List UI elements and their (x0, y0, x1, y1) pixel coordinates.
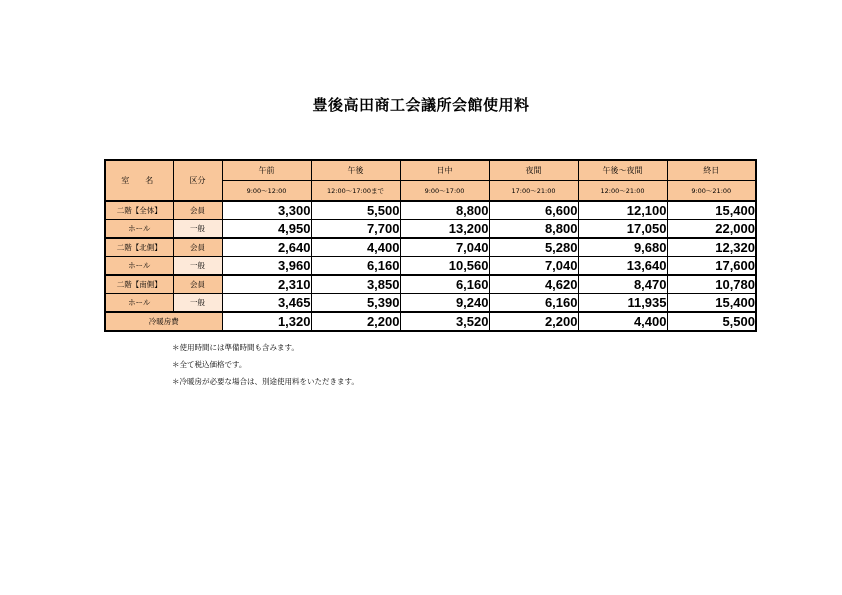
header-period-time: 17:00～21:00 (489, 181, 578, 202)
fee-value: 10,780 (667, 275, 756, 294)
fee-value: 7,040 (489, 257, 578, 276)
fee-value: 8,800 (400, 201, 489, 220)
note-item: ＊全て税込価格です。 (172, 360, 247, 369)
header-period-label: 午前 (222, 160, 311, 181)
table-row (105, 220, 756, 239)
table-row (105, 257, 756, 276)
notes (172, 339, 359, 390)
table-row (105, 201, 756, 220)
header-period-time: 12:00～17:00まで (311, 181, 400, 202)
fee-value: 7,040 (400, 238, 489, 257)
header-period-label: 夜間 (489, 160, 578, 181)
fee-value: 13,200 (400, 220, 489, 239)
fee-value: 2,310 (222, 275, 311, 294)
header-period-time: 9:00～17:00 (400, 181, 489, 202)
fee-value: 6,160 (400, 275, 489, 294)
aircon-fee: 1,320 (222, 312, 311, 331)
aircon-row (105, 312, 756, 331)
category-member: 会員 (173, 275, 222, 294)
fee-value: 3,300 (222, 201, 311, 220)
header-period-time: 9:00～12:00 (222, 181, 311, 202)
category-general: 一般 (173, 294, 222, 313)
fee-value: 8,800 (489, 220, 578, 239)
header-period-time: 9:00～21:00 (667, 181, 756, 202)
header-period-time: 12:00～21:00 (578, 181, 667, 202)
fee-value: 13,640 (578, 257, 667, 276)
fee-value: 22,000 (667, 220, 756, 239)
table-row (105, 238, 756, 257)
table-row (105, 275, 756, 294)
fee-value: 9,240 (400, 294, 489, 313)
fee-value: 10,560 (400, 257, 489, 276)
aircon-label: 冷暖房費 (105, 312, 222, 331)
aircon-fee: 2,200 (489, 312, 578, 331)
fee-value: 5,500 (311, 201, 400, 220)
fee-value: 5,280 (489, 238, 578, 257)
fee-value: 12,100 (578, 201, 667, 220)
header-room: 室 名 (105, 160, 173, 201)
note-item: ＊冷暖房が必要な場合は、別途使用料をいただきます。 (172, 377, 359, 386)
room-name: 二階【南側】 (105, 275, 173, 294)
fee-value: 11,935 (578, 294, 667, 313)
fee-value: 15,400 (667, 201, 756, 220)
aircon-fee: 2,200 (311, 312, 400, 331)
fee-table (104, 159, 757, 332)
room-name: ホール (105, 294, 173, 313)
header-period-label: 午後～夜間 (578, 160, 667, 181)
category-general: 一般 (173, 257, 222, 276)
note-item: ＊使用時間には準備時間も含みます。 (172, 343, 299, 352)
fee-value: 2,640 (222, 238, 311, 257)
fee-value: 3,850 (311, 275, 400, 294)
fee-value: 17,050 (578, 220, 667, 239)
fee-value: 6,600 (489, 201, 578, 220)
fee-value: 12,320 (667, 238, 756, 257)
fee-value: 4,950 (222, 220, 311, 239)
aircon-fee: 4,400 (578, 312, 667, 331)
page-title: 豊後高田商工会議所会館使用料 (312, 96, 530, 114)
category-member: 会員 (173, 201, 222, 220)
header-category: 区分 (173, 160, 222, 201)
room-name: 二階【全体】 (105, 201, 173, 220)
fee-value: 15,400 (667, 294, 756, 313)
aircon-fee: 5,500 (667, 312, 756, 331)
room-name: ホール (105, 220, 173, 239)
table-row (105, 294, 756, 313)
header-period-label: 終日 (667, 160, 756, 181)
category-member: 会員 (173, 238, 222, 257)
category-general: 一般 (173, 220, 222, 239)
fee-value: 4,400 (311, 238, 400, 257)
fee-value: 8,470 (578, 275, 667, 294)
fee-value: 9,680 (578, 238, 667, 257)
room-name: ホール (105, 257, 173, 276)
room-name: 二階【北側】 (105, 238, 173, 257)
header-period-label: 日中 (400, 160, 489, 181)
fee-value: 4,620 (489, 275, 578, 294)
fee-value: 6,160 (311, 257, 400, 276)
aircon-fee: 3,520 (400, 312, 489, 331)
fee-value: 3,465 (222, 294, 311, 313)
fee-value: 17,600 (667, 257, 756, 276)
fee-value: 6,160 (489, 294, 578, 313)
header-row-labels (105, 160, 756, 181)
fee-value: 3,960 (222, 257, 311, 276)
header-period-label: 午後 (311, 160, 400, 181)
fee-value: 5,390 (311, 294, 400, 313)
fee-value: 7,700 (311, 220, 400, 239)
